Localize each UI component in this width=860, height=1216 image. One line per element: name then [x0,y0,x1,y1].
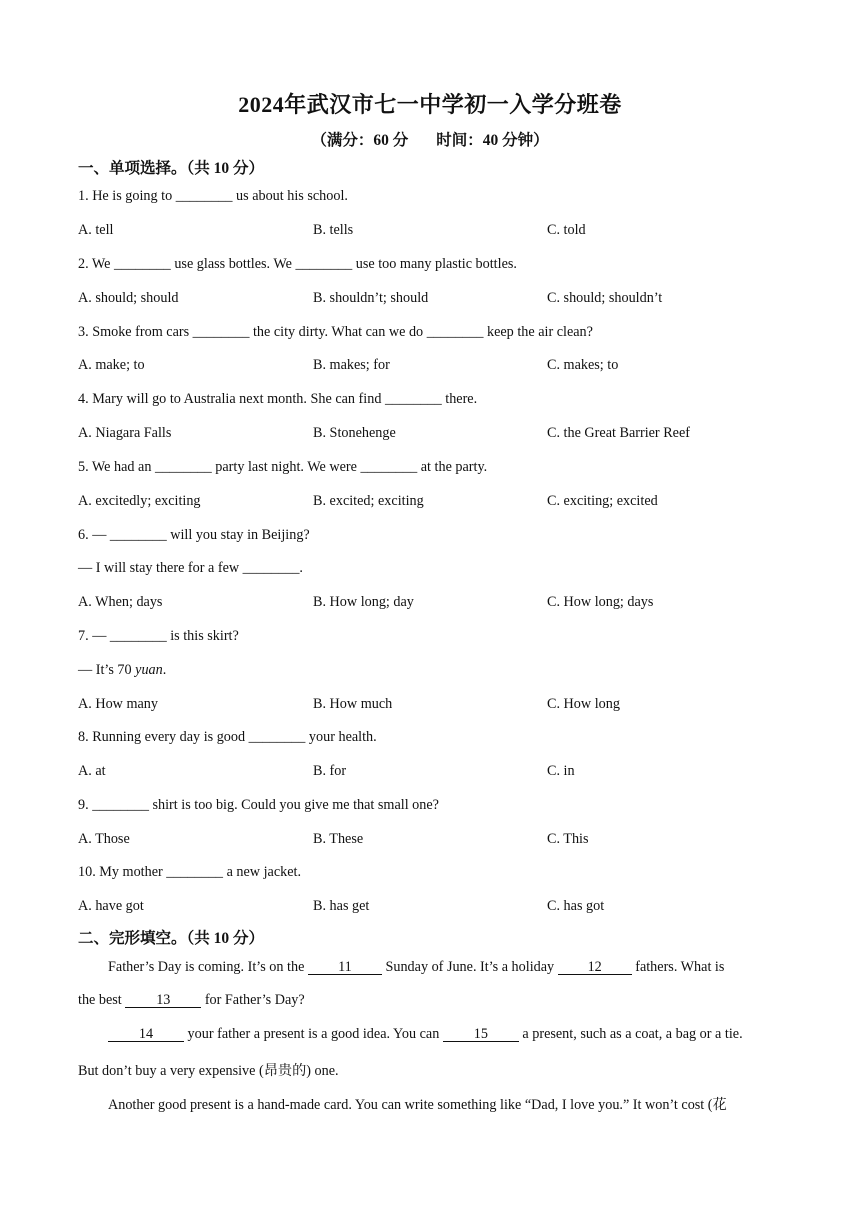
q8-option-a: A. at [78,763,106,779]
cloze-line-5: Another good present is a hand-made card. You can write something like “Dad, I love you.” It won’t cost (花 [108,1097,727,1113]
full-score: （满分：60 分 [311,132,409,149]
q7-option-c: C. How long [547,696,620,712]
cloze-text: the best [78,992,126,1008]
cloze-line-2 [78,992,778,1009]
q8-option-c: C. in [547,763,575,779]
cloze-text: your father a present is a good idea. You can [184,1026,443,1042]
q6-option-a: A. When; days [78,594,163,610]
q2-option-c: C. should; shouldn’t [547,290,663,306]
question-10: 10. My mother ________ a new jacket. [78,864,302,880]
reply-text: — It’s 70 [78,662,136,678]
blank-15: 15 [443,1027,519,1042]
cloze-line-4: But don’t buy a very expensive (昂贵的) one. [78,1063,339,1079]
question-1: 1. He is going to ________ us about his school. [78,188,348,204]
q7-option-b: B. How much [313,696,393,712]
page-title: 2024年武汉市七一中学初一入学分班卷 [238,92,622,117]
question-4: 4. Mary will go to Australia next month. She can find ________ there. [78,391,478,407]
question-7-reply [78,662,166,679]
question-5: 5. We had an ________ party last night. We were ________ at the party. [78,459,488,475]
exam-info [0,128,860,150]
cloze-text: for Father’s Day? [201,992,305,1008]
blank-13: 13 [125,993,201,1008]
q8-option-b: B. for [313,763,347,779]
q4-option-a: A. Niagara Falls [78,425,172,441]
question-3: 3. Smoke from cars ________ the city dirty. What can we do ________ keep the air clean? [78,324,593,340]
section-heading-choice: 一、单项选择。（共 10 分） [78,160,265,177]
cloze-text: Sunday of June. It’s a holiday [381,959,558,975]
q2-option-b: B. shouldn’t; should [313,290,429,306]
time-limit: 时间：40 分钟） [436,132,549,149]
q5-option-c: C. exciting; excited [547,493,658,509]
cloze-text: a present, such as a coat, a bag or a tie. [518,1026,743,1042]
q2-option-a: A. should; should [78,290,179,306]
reply-end: . [162,662,167,678]
blank-12: 12 [558,960,632,975]
q3-option-c: C. makes; to [547,357,619,373]
q10-option-a: A. have got [78,898,144,914]
q1-option-c: C. told [547,222,586,238]
blank-14: 14 [108,1027,184,1042]
q6-option-c: C. How long; days [547,594,654,610]
q9-option-c: C. This [547,831,589,847]
cloze-line-3 [108,1026,808,1043]
cloze-text: fathers. What is [631,959,725,975]
q1-option-a: A. tell [78,222,114,238]
q7-option-a: A. How many [78,696,158,712]
q4-option-c: C. the Great Barrier Reef [547,425,690,441]
question-6-reply: — I will stay there for a few ________. [78,560,303,576]
q1-option-b: B. tells [313,222,354,238]
question-9: 9. ________ shirt is too big. Could you give me that small one? [78,797,439,813]
question-2: 2. We ________ use glass bottles. We ________ use too many plastic bottles. [78,256,517,272]
reply-italic-word: yuan [135,662,163,678]
q9-option-a: A. Those [78,831,130,847]
question-7: 7. — ________ is this skirt? [78,628,239,644]
question-8: 8. Running every day is good ________ your health. [78,729,377,745]
cloze-line-1 [108,959,808,976]
q10-option-b: B. has get [313,898,370,914]
q9-option-b: B. These [313,831,364,847]
q5-option-a: A. excitedly; exciting [78,493,201,509]
q10-option-c: C. has got [547,898,605,914]
cloze-text: Father’s Day is coming. It’s on the [108,959,308,975]
q6-option-b: B. How long; day [313,594,414,610]
section-heading-cloze: 二、完形填空。（共 10 分） [78,930,265,947]
q3-option-a: A. make; to [78,357,145,373]
q5-option-b: B. excited; exciting [313,493,424,509]
question-6: 6. — ________ will you stay in Beijing? [78,527,310,543]
q3-option-b: B. makes; for [313,357,390,373]
blank-11: 11 [308,960,382,975]
q4-option-b: B. Stonehenge [313,425,396,441]
